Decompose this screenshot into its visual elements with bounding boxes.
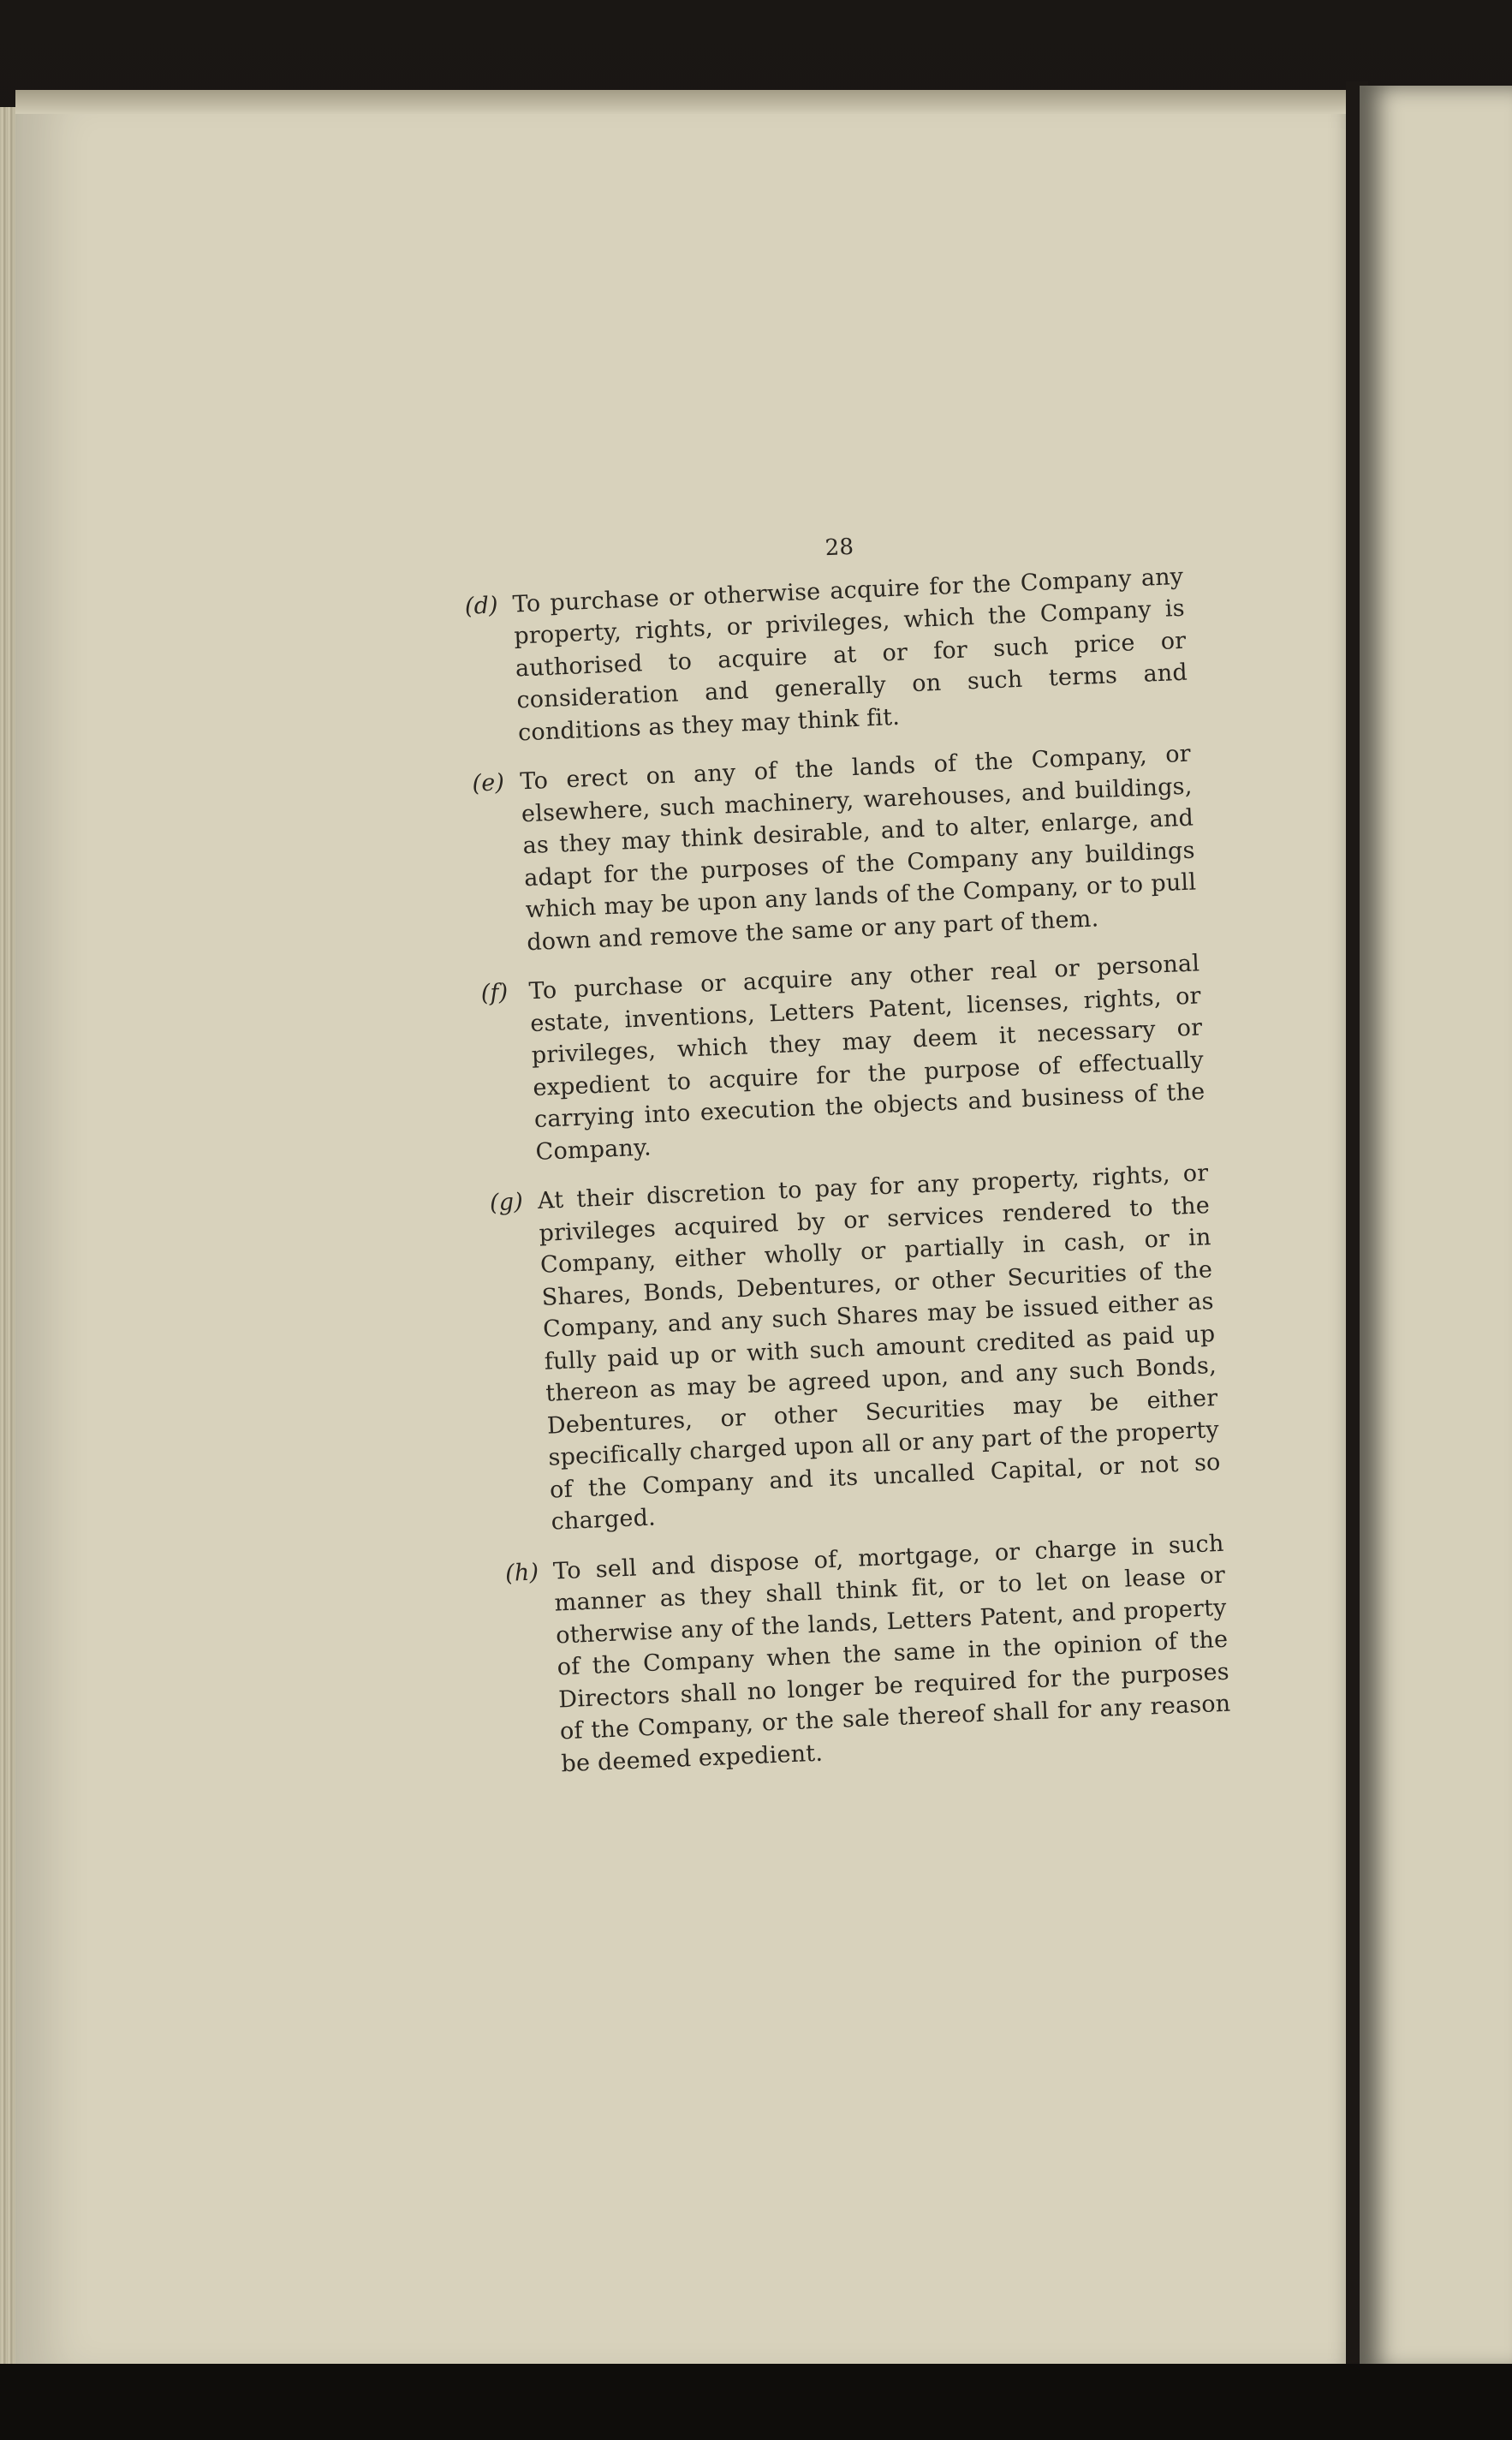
clause-label: (f) [480,979,509,1007]
page-text-block [462,518,1233,1799]
clause-h [504,1527,1232,1781]
clause-d [464,560,1189,751]
clause-label: (d) [464,591,499,620]
bottom-background [0,2364,1512,2440]
clause-f [480,947,1207,1170]
clause-label: (h) [504,1558,539,1587]
page-number: 28 [824,534,854,562]
clause-label: (g) [489,1188,524,1217]
clause-text: To purchase or otherwise acquire for the Company any property, rights, or privileges, which the Company is authorised to acquire at or for such price or consideration and generally on such terms and conditions as they may think fit. [512,563,1188,746]
clause-text: At their discretion to pay for any property, rights, or privileges acquired by or services rendered to the Company, either wholly or partially in cash, or in Shares, Bonds, Debentures, or other Securities of the Company, and any such Shares may be issued either as fully paid up or with such amount credited as paid up thereon as may be agreed upon, and any such Bonds, Debentures, or other Securities may be either specifically charged upon all or any part of the property of the Company and its uncalled Capital, or not so charged. [537,1160,1222,1536]
clause-text: To erect on any of the lands of the Company, or elsewhere, such machinery, warehouses, and buildings, as they may think desirable, and to alter, enlarge, and adapt for the purposes of the Company any buildings which may be upon any lands of the Company, or to pull down and remove the same or any part of them. [519,740,1197,956]
clause-label: (e) [471,769,505,797]
clause-text: To sell and dispose of, mortgage, or charge in such manner as they shall think fit, or to let on lease or otherwise any of the lands, Letters Patent, and property of the Company when the same in the opinion of the Directors shall no longer be required for the purposes of the Company, or the sale thereof shall for any reason be deemed expedient. [552,1530,1231,1777]
right-page-edge [1360,86,1512,2372]
clause-text: To purchase or acquire any other real or personal estate, inventions, Letters Patent, licenses, rights, or privileges, which they may deem it necessary or expedient to acquire for the purpose of effectually carrying into execution the objects and business of the Company. [528,950,1205,1166]
clause-e [472,738,1199,961]
page-top-rim [15,90,1360,114]
clause-g [489,1157,1223,1540]
